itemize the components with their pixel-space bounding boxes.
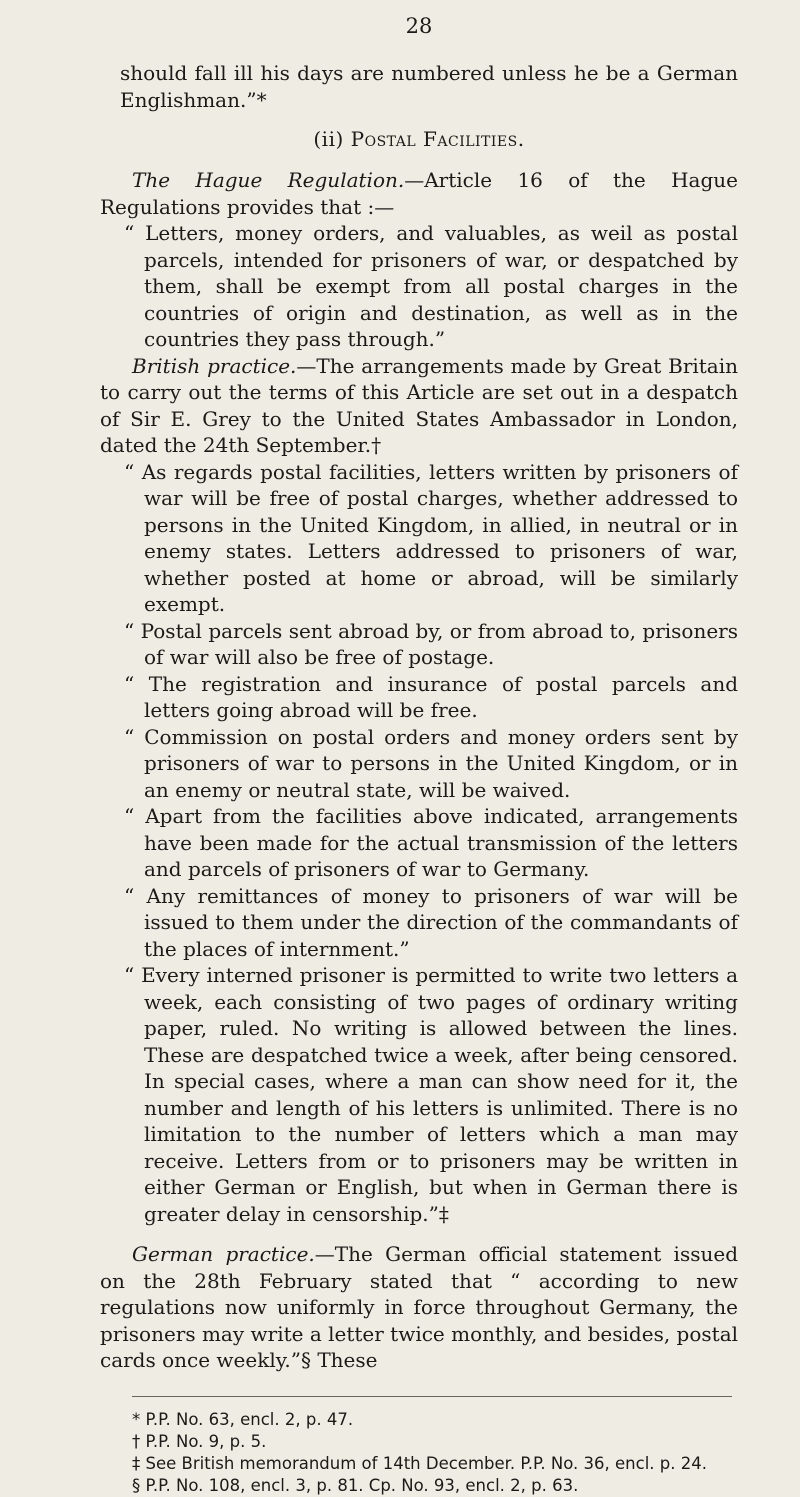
hague-article-quote: “ Letters, money orders, and valuables, as weil as postal parcels, intended for prisoners of war, or despatched by them, shall be exempt from all postal charges in the countries of origin and destination, as well as in the countries they pass through.”	[124, 221, 738, 351]
british-quote-remittances: “ Any remittances of money to prisoners of war will be issued to them under the direction of the commandants of the places of internment.”	[124, 883, 738, 961]
british-quote-transmission: “ Apart from the facilities above indicated, arrangements have been made for the actual transmission of the letters and parcels of prisoners of war to Germany.	[124, 804, 738, 881]
hague-regulation-lead: The Hague Regulation.	[132, 168, 405, 192]
page-number: 28	[405, 14, 433, 38]
british-quote-postal-parcels: “ Postal parcels sent abroad by, or from abroad to, prisoners of war will also be free of postage.	[124, 618, 738, 669]
section-heading-number: (ii)	[313, 127, 344, 151]
british-practice-paragraph	[100, 353, 738, 459]
british-practice-lead: British practice.	[132, 353, 297, 378]
hague-regulation-text: —Article 16 of the Hague Regulations provides that :—	[100, 168, 738, 219]
british-quote-registration: “ The registration and insurance of postal parcels and letters going abroad will be free.	[124, 671, 738, 722]
german-practice-text: —The German official statement issued on the 28th February stated that “ according to new regulations now uniformly in force throughout Germany, the prisoners may write a letter twice monthly, and besides, postal cards once weekly.”§ These	[100, 1242, 739, 1372]
footnote-asterisk: * P.P. No. 63, encl. 2, p. 47.	[132, 1409, 354, 1429]
british-practice-text: —The arrangements made by Great Britain to carry out the terms of this Article are set out in a despatch of Sir E. Grey to the United States Ambassador in London, dated the 24th September.†	[100, 353, 739, 457]
hague-regulation-paragraph	[100, 167, 738, 220]
footnote-dagger: † P.P. No. 9, p. 5.	[132, 1431, 267, 1451]
intro-paragraph: should fall ill his days are numbered unless he be a German Englishman.”*	[120, 61, 738, 112]
german-practice-lead: German practice.	[132, 1242, 315, 1266]
german-practice-paragraph	[100, 1241, 738, 1374]
footnote-section: § P.P. No. 108, encl. 3, p. 81. Cp. No. 93, encl. 2, p. 63.	[132, 1475, 579, 1495]
section-heading-title: Postal Facilities.	[350, 127, 525, 151]
section-heading	[100, 127, 738, 151]
british-quote-commission: “ Commission on postal orders and money orders sent by prisoners of war to persons in the United Kingdom, or in an enemy or neutral state, will be waived.	[124, 724, 738, 802]
footnote-double-dagger: ‡ See British memorandum of 14th December. P.P. No. 36, encl. p. 24.	[132, 1453, 707, 1473]
british-quote-letters-per-week: “ Every interned prisoner is permitted to write two letters a week, each consisting of two pages of ordinary writing paper, ruled. No writing is allowed between the lines. These are despatched twice a week, after being censored. In special cases, where a man can show need for it, the number and length of his letters is unlimited. There is no limitation to the number of letters which a man may receive. Letters from or to prisoners may be written in either German or English, but when in German there is greater delay in censorship.”‡	[124, 963, 738, 1226]
british-quote-postal-facilities: “ As regards postal facilities, letters written by prisoners of war will be free of postal charges, whether addressed to persons in the United Kingdom, in allied, in neutral or in enemy states. Letters addressed to prisoners of war, whether posted at home or abroad, will be similarly exempt.	[124, 459, 738, 616]
footnote-divider	[132, 1396, 732, 1397]
spacer	[100, 1227, 738, 1241]
